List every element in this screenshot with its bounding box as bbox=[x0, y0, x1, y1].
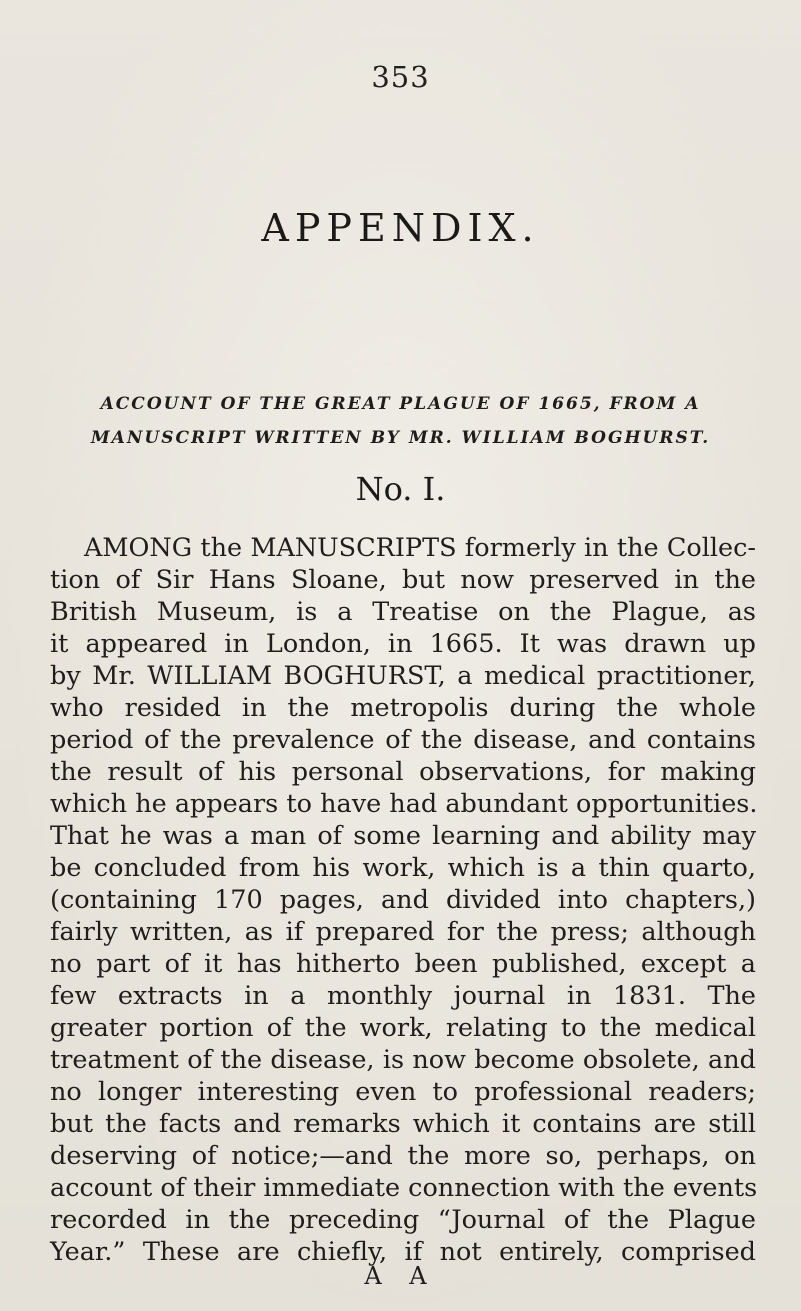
catchword: A A bbox=[364, 1262, 437, 1290]
body-line: deserving of notice;—and the more so, perhaps, on bbox=[50, 1141, 756, 1171]
body-line: by Mr. WILLIAM BOGHURST, a medical practitioner, bbox=[50, 661, 756, 691]
body-line: tion of Sir Hans Sloane, but now preserved in the bbox=[50, 565, 756, 595]
body-line: be concluded from his work, which is a thin quarto, bbox=[50, 853, 756, 883]
body-line: but the facts and remarks which it contains are still bbox=[50, 1109, 756, 1139]
body-line: the result of his personal observations, for making bbox=[50, 757, 756, 787]
page-heading: APPENDIX. bbox=[261, 206, 540, 250]
subtitle-line-1: ACCOUNT OF THE GREAT PLAGUE OF 1665, FROM A bbox=[100, 394, 701, 414]
body-line: no part of it has hitherto been published, except a bbox=[50, 949, 756, 979]
body-line: treatment of the disease, is now become obsolete, and bbox=[50, 1045, 756, 1075]
body-line: recorded in the preceding “Journal of the Plague bbox=[50, 1205, 756, 1235]
body-line: few extracts in a monthly journal in 1831. The bbox=[50, 981, 756, 1011]
body-line: no longer interesting even to professional readers; bbox=[50, 1077, 756, 1107]
body-line: (containing 170 pages, and divided into chapters,) bbox=[50, 885, 756, 915]
subtitle-line-2: MANUSCRIPT WRITTEN BY MR. WILLIAM BOGHURST. bbox=[90, 428, 711, 448]
page-number: 353 bbox=[371, 60, 430, 94]
body-line: Year.” These are chiefly, if not entirely, comprised bbox=[50, 1237, 756, 1267]
body-line: which he appears to have had abundant opportunities. bbox=[50, 789, 758, 819]
body-line: account of their immediate connection with the events bbox=[50, 1173, 758, 1203]
section-number: No. I. bbox=[355, 470, 446, 508]
body-line: who resided in the metropolis during the whole bbox=[50, 693, 756, 723]
body-line: British Museum, is a Treatise on the Plague, as bbox=[50, 597, 756, 627]
body-line: AMONG the MANUSCRIPTS formerly in the Collec- bbox=[84, 533, 756, 563]
body-line: it appeared in London, in 1665. It was drawn up bbox=[50, 629, 756, 659]
body-line: greater portion of the work, relating to the medical bbox=[50, 1013, 756, 1043]
body-line: That he was a man of some learning and ability may bbox=[50, 821, 756, 851]
body-line: fairly written, as if prepared for the press; although bbox=[50, 917, 756, 947]
body-line: period of the prevalence of the disease, and contains bbox=[50, 725, 756, 755]
